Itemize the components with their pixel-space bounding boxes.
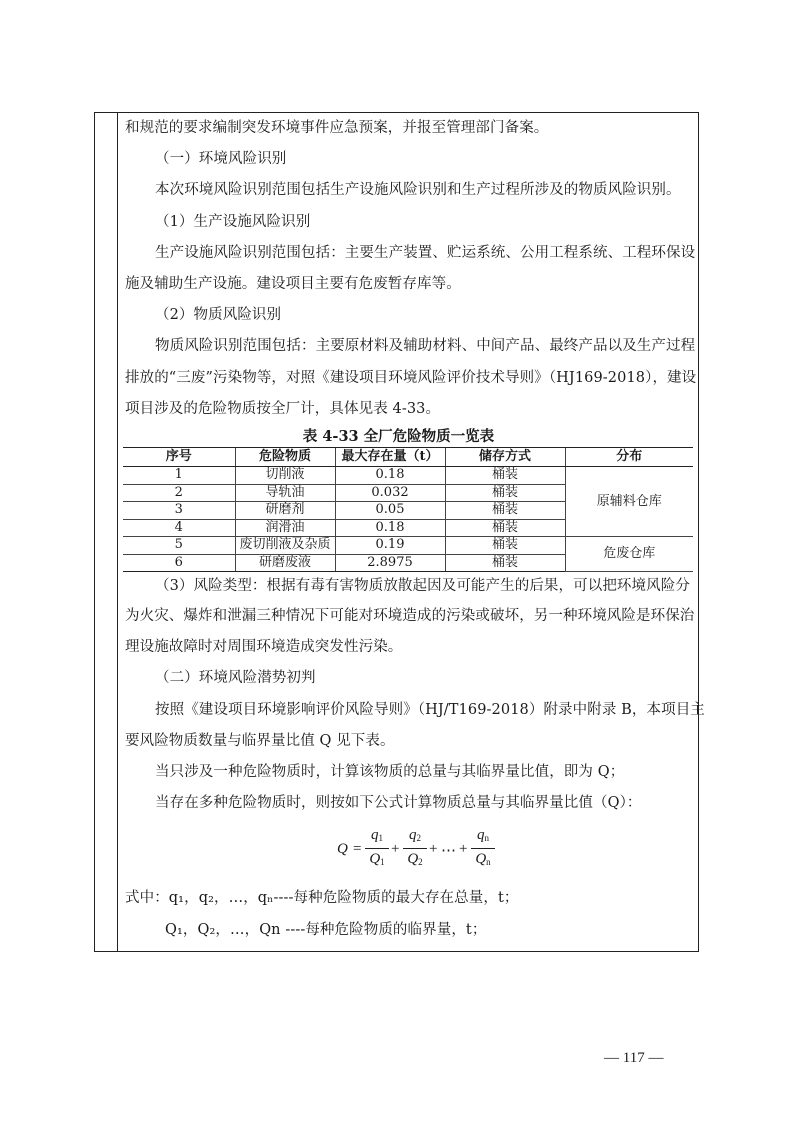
- cell-name: 润滑油: [235, 519, 335, 537]
- formula-term-2: [403, 825, 427, 872]
- cell-name: 切削液: [235, 467, 335, 485]
- table-row: [123, 467, 693, 485]
- cell-qty: 0.05: [335, 502, 445, 520]
- term-den: Q: [407, 851, 419, 868]
- cell-name: 研磨剂: [235, 502, 335, 520]
- cell-storage: 桶装: [445, 537, 565, 555]
- hazard-table: [123, 447, 693, 572]
- cell-no: 4: [123, 519, 235, 537]
- subsection-heading: （1）生产设施风险识别: [155, 213, 311, 230]
- cell-storage: 桶装: [445, 467, 565, 485]
- cell-no: 1: [123, 467, 235, 485]
- section-heading: （一）环境风险识别: [155, 151, 287, 168]
- cell-location: 原辅料仓库: [565, 467, 693, 537]
- paragraph: 按照《建设项目环境影响评价风险导则》（HJ/T169-2018）附录中附录 B，本项目主: [155, 701, 705, 718]
- paragraph: 物质风险识别范围包括：主要原材料及辅助材料、中间产品、最终产品以及生产过程: [155, 338, 696, 355]
- column-header: 最大存在量（t）: [335, 448, 445, 467]
- cell-name: 导轨油: [235, 484, 335, 502]
- column-header: 分布: [565, 448, 693, 467]
- subsection-heading: （2）物质风险识别: [155, 307, 282, 324]
- cell-storage: 桶装: [445, 554, 565, 572]
- column-header: 序号: [123, 448, 235, 467]
- term-num-sub: n: [484, 833, 489, 844]
- cell-no: 3: [123, 502, 235, 520]
- column-header: 危险物质: [235, 448, 335, 467]
- formula-term-1: [365, 825, 389, 872]
- table-caption: 表 4-33 全厂危险物质一览表: [302, 428, 495, 446]
- formula-lhs: Q: [337, 841, 348, 858]
- section-heading: （二）环境风险潜势初判: [155, 670, 316, 687]
- term-den: Q: [475, 851, 487, 868]
- cell-qty: 0.18: [335, 467, 445, 485]
- paragraph: 排放的“三废”污染物等，对照《建设项目环境风险评价技术导则》（HJ169-2018），建设: [125, 369, 697, 386]
- paragraph: 要风险物质数量与临界量比值 Q 见下表。: [125, 732, 395, 749]
- table-row: [123, 537, 693, 555]
- formula-plus: +: [429, 841, 438, 858]
- main-content: [125, 113, 705, 946]
- paragraph: 和规范的要求编制突发环境事件应急预案，并报至管理部门备案。: [125, 120, 549, 136]
- paragraph: 本次环境风险识别范围包括生产设施风险识别和生产过程所涉及的物质风险识别。: [155, 182, 681, 199]
- term-den-sub: 2: [418, 857, 423, 868]
- cell-location: 危废仓库: [565, 537, 693, 572]
- paragraph: 理设施故障时对周围环境造成突发性污染。: [125, 639, 403, 656]
- formula-term-n: [471, 825, 495, 872]
- table-header-row: [123, 448, 693, 467]
- paragraph: 生产设施风险识别范围包括：主要生产装置、贮运系统、公用工程系统、工程环保设: [155, 244, 696, 261]
- paragraph: 式中：q₁，q₂，…，qₙ----每种危险物质的最大存在总量，t；: [125, 890, 519, 907]
- cell-qty: 2.8975: [335, 554, 445, 572]
- term-num: q: [409, 827, 417, 844]
- paragraph: 施及辅助生产设施。建设项目主要有危废暂存库等。: [125, 276, 461, 293]
- paragraph: 为火灾、爆炸和泄漏三种情况下可能对环境造成的污染或破坏，另一种环境风险是环保治: [125, 608, 695, 625]
- term-num: q: [371, 827, 379, 844]
- content-frame: [94, 112, 705, 952]
- risk-quotient-formula: [125, 819, 692, 883]
- cell-qty: 0.19: [335, 537, 445, 555]
- cell-name: 研磨废液: [235, 554, 335, 572]
- paragraph: Q₁，Q₂，…，Qn ----每种危险物质的临界量，t；: [165, 921, 487, 938]
- column-header: 储存方式: [445, 448, 565, 467]
- cell-storage: 桶装: [445, 484, 565, 502]
- page-number: — 117 —: [604, 1050, 664, 1066]
- cell-storage: 桶装: [445, 502, 565, 520]
- cell-no: 2: [123, 484, 235, 502]
- paragraph: 当存在多种危险物质时，则按如下公式计算物质总量与其临界量比值（Q）：: [155, 795, 642, 812]
- formula-plus: +: [459, 841, 468, 858]
- formula-plus: +: [391, 841, 400, 858]
- term-den-sub: n: [486, 857, 491, 868]
- cell-no: 5: [123, 537, 235, 555]
- paragraph: 当只涉及一种危险物质时，计算该物质的总量与其临界量比值，即为 Q；: [155, 764, 625, 781]
- term-den: Q: [369, 851, 381, 868]
- column-divider: [117, 113, 118, 951]
- cell-no: 6: [123, 554, 235, 572]
- cell-storage: 桶装: [445, 519, 565, 537]
- term-den-sub: 1: [380, 857, 385, 868]
- paragraph: （3）风险类型：根据有毒有害物质放散起因及可能产生的后果，可以把环境风险分: [155, 578, 690, 595]
- formula-equals: =: [353, 841, 362, 858]
- paragraph: 项目涉及的危险物质按全厂计，具体见表 4-33。: [125, 400, 441, 417]
- cell-name: 废切削液及杂质: [235, 537, 335, 555]
- formula-ellipsis: ⋯: [441, 843, 456, 860]
- term-num-sub: 1: [378, 833, 383, 844]
- term-num-sub: 2: [416, 833, 421, 844]
- cell-qty: 0.032: [335, 484, 445, 502]
- term-num: q: [477, 827, 485, 844]
- cell-qty: 0.18: [335, 519, 445, 537]
